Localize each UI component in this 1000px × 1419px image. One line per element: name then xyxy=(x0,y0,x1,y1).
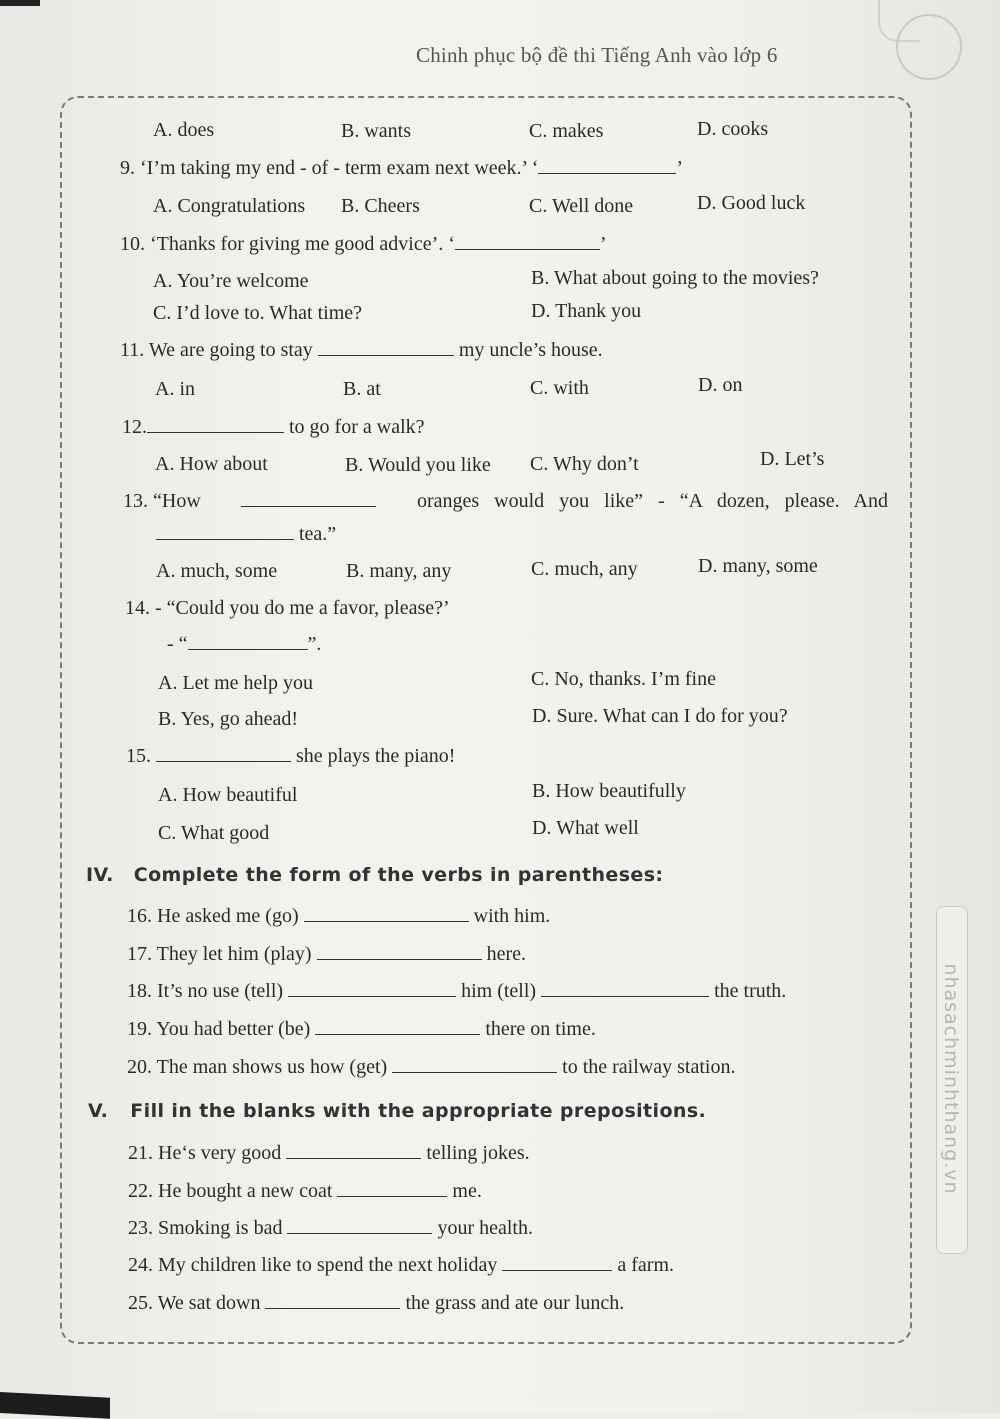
scan-edge-bottom xyxy=(0,1392,110,1419)
q25-text-pre: 25. We sat down xyxy=(128,1292,261,1314)
section-5-heading xyxy=(88,1100,706,1122)
q13-blank-1[interactable] xyxy=(241,492,376,507)
question-13-line2 xyxy=(156,523,336,546)
header-decoration-circle xyxy=(896,14,962,80)
q14-reply-pre: - “ xyxy=(167,633,188,655)
q16-text-post: with him. xyxy=(473,905,551,927)
q10-text: ‘Thanks for giving me good advice’. ‘ xyxy=(150,233,455,255)
question-24 xyxy=(128,1254,674,1277)
q20-text-pre: 20. The man shows us how (get) xyxy=(127,1056,388,1078)
q15-option-a[interactable]: A. How beautiful xyxy=(158,784,298,806)
q21-text-pre: 21. He‘s very good xyxy=(128,1142,282,1164)
q8-option-c[interactable]: C. makes xyxy=(529,120,604,142)
q11-number: 11. xyxy=(120,339,145,361)
section-4-heading xyxy=(86,864,663,886)
question-23 xyxy=(128,1217,533,1240)
q9-number: 9. xyxy=(120,157,135,179)
question-19 xyxy=(127,1018,596,1041)
q19-text-post: there on time. xyxy=(485,1018,596,1040)
q10-option-d[interactable]: D. Thank you xyxy=(531,300,642,322)
question-16 xyxy=(127,905,550,928)
q15-option-d[interactable]: D. What well xyxy=(532,817,639,839)
section-5-number: V. xyxy=(88,1100,109,1122)
q18-text-mid: him (tell) xyxy=(461,980,537,1002)
q9-option-a[interactable]: A. Congratulations xyxy=(153,195,306,217)
q12-number: 12. xyxy=(122,416,147,438)
q19-text-pre: 19. You had better (be) xyxy=(127,1018,311,1040)
q13-option-a[interactable]: A. much, some xyxy=(156,560,278,582)
q18-blank-2[interactable] xyxy=(541,982,709,997)
q25-text-post: the grass and ate our lunch. xyxy=(405,1292,625,1314)
q10-option-b[interactable]: B. What about going to the movies? xyxy=(531,267,819,289)
q12-option-c[interactable]: C. Why don’t xyxy=(530,453,639,475)
q15-option-c[interactable]: C. What good xyxy=(158,822,270,844)
q23-text-pre: 23. Smoking is bad xyxy=(128,1217,283,1239)
q9-option-b[interactable]: B. Cheers xyxy=(341,195,420,217)
q10-end: ’ xyxy=(599,233,607,255)
q18-text-post: the truth. xyxy=(714,980,787,1002)
q10-option-a[interactable]: A. You’re welcome xyxy=(153,270,309,292)
q18-text-pre: 18. It’s no use (tell) xyxy=(127,980,284,1002)
q13-text-post: oranges would you like” - “A dozen, please. And xyxy=(416,490,888,512)
q11-option-d[interactable]: D. on xyxy=(698,374,743,396)
question-15 xyxy=(126,745,455,768)
q22-blank[interactable] xyxy=(337,1182,447,1197)
q10-option-c[interactable]: C. I’d love to. What time? xyxy=(153,302,363,324)
q12-option-d[interactable]: D. Let’s xyxy=(760,448,825,470)
question-22 xyxy=(128,1180,482,1203)
q13-blank-2[interactable] xyxy=(156,525,294,540)
scan-edge-top xyxy=(0,0,40,6)
q13-number: 13. xyxy=(123,490,148,512)
q12-option-b[interactable]: B. Would you like xyxy=(345,454,491,476)
question-14 xyxy=(125,597,450,620)
q16-text-pre: 16. He asked me (go) xyxy=(127,905,299,927)
q13-option-c[interactable]: C. much, any xyxy=(531,558,638,580)
question-9 xyxy=(120,157,683,180)
q11-option-a[interactable]: A. in xyxy=(155,378,195,400)
q14-option-b[interactable]: B. Yes, go ahead! xyxy=(158,708,298,730)
question-21 xyxy=(128,1142,530,1165)
q17-text-pre: 17. They let him (play) xyxy=(127,943,312,965)
q20-blank[interactable] xyxy=(392,1058,557,1073)
q23-text-post: your health. xyxy=(437,1217,533,1239)
question-18 xyxy=(127,980,786,1003)
q14-reply-post: ”. xyxy=(307,633,322,655)
q24-text-pre: 24. My children like to spend the next holiday xyxy=(128,1254,498,1276)
section-5-title: Fill in the blanks with the appropriate prepositions. xyxy=(130,1100,707,1122)
q14-reply xyxy=(167,633,321,656)
q15-text-post: she plays the piano! xyxy=(296,745,456,767)
question-10 xyxy=(120,233,607,256)
question-17 xyxy=(127,943,526,966)
q16-blank[interactable] xyxy=(304,907,469,922)
q15-blank[interactable] xyxy=(156,747,291,762)
q8-option-b[interactable]: B. wants xyxy=(341,120,411,142)
q18-blank-1[interactable] xyxy=(288,982,456,997)
q13-option-d[interactable]: D. many, some xyxy=(698,555,818,577)
section-4-title: Complete the form of the verbs in parentheses: xyxy=(133,864,664,886)
question-25 xyxy=(128,1292,624,1315)
q22-text-pre: 22. He bought a new coat xyxy=(128,1180,333,1202)
q9-end: ’ xyxy=(676,157,684,179)
q8-option-a[interactable]: A. does xyxy=(153,119,215,141)
q10-number: 10. xyxy=(120,233,145,255)
q14-blank[interactable] xyxy=(188,635,308,650)
q9-text: ‘I’m taking my end - of - term exam next week.’ ‘ xyxy=(140,157,539,179)
q13-line2-text: tea.” xyxy=(299,523,337,545)
question-20 xyxy=(127,1056,735,1079)
question-13 xyxy=(123,490,888,513)
q23-blank[interactable] xyxy=(287,1219,432,1234)
q12-text-post: to go for a walk? xyxy=(289,416,425,438)
q11-option-c[interactable]: C. with xyxy=(530,377,589,399)
q14-number: 14. xyxy=(125,597,150,619)
q12-blank[interactable] xyxy=(147,418,284,433)
question-12 xyxy=(122,416,425,439)
q13-text-pre: “How xyxy=(153,490,201,512)
q17-text-post: here. xyxy=(486,943,527,965)
q24-text-post: a farm. xyxy=(617,1254,675,1276)
q21-text-post: telling jokes. xyxy=(426,1142,530,1164)
section-4-number: IV. xyxy=(86,864,114,886)
q9-option-d[interactable]: D. Good luck xyxy=(697,192,806,214)
q20-text-post: to the railway station. xyxy=(562,1056,736,1078)
q14-option-a[interactable]: A. Let me help you xyxy=(158,672,313,694)
question-11 xyxy=(120,339,603,362)
q14-option-d[interactable]: D. Sure. What can I do for you? xyxy=(532,705,788,727)
q11-blank[interactable] xyxy=(318,341,454,356)
q24-blank[interactable] xyxy=(502,1256,612,1271)
q11-text-post: my uncle’s house. xyxy=(458,339,603,361)
side-watermark-label: nhasachminhthang.vn xyxy=(940,963,962,1195)
q25-blank[interactable] xyxy=(265,1294,400,1309)
q21-blank[interactable] xyxy=(286,1144,421,1159)
q13-option-b[interactable]: B. many, any xyxy=(346,560,452,582)
q9-option-c[interactable]: C. Well done xyxy=(529,195,634,217)
q19-blank[interactable] xyxy=(315,1020,480,1035)
q11-option-b[interactable]: B. at xyxy=(343,378,381,400)
q11-text-pre: We are going to stay xyxy=(148,339,313,361)
page-header-title: Chinh phục bộ đề thi Tiếng Anh vào lớp 6 xyxy=(416,43,778,67)
q12-option-a[interactable]: A. How about xyxy=(155,453,268,475)
q10-blank[interactable] xyxy=(455,235,600,250)
q15-number: 15. xyxy=(126,745,151,767)
q9-blank[interactable] xyxy=(538,159,676,174)
q14-text: - “Could you do me a favor, please?’ xyxy=(155,597,450,619)
q15-option-b[interactable]: B. How beautifully xyxy=(532,780,686,802)
q14-option-c[interactable]: C. No, thanks. I’m fine xyxy=(531,668,716,690)
q22-text-post: me. xyxy=(452,1180,482,1202)
q17-blank[interactable] xyxy=(317,945,482,960)
q8-option-d[interactable]: D. cooks xyxy=(697,118,769,140)
